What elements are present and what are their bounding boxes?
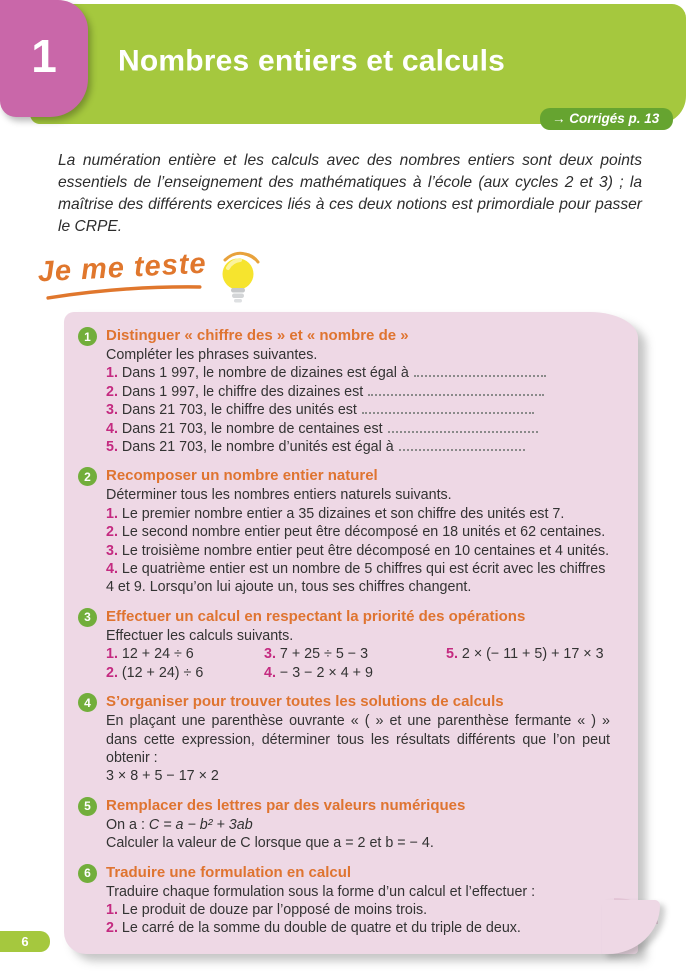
answer-blank <box>388 420 538 433</box>
item-text: Dans 1 997, le nombre de dizaines est égal à <box>121 365 409 382</box>
exercise-item <box>106 364 610 382</box>
exercise-title: Remplacer des lettres par des valeurs numériques <box>106 796 466 814</box>
page-curl <box>602 900 660 954</box>
item-number: 4. <box>106 420 118 437</box>
formula: C = a − b² + 3ab <box>148 816 253 833</box>
item-text: Dans 21 703, le nombre d’unités est égal à <box>121 439 394 456</box>
exercise-item <box>106 901 610 919</box>
exercise-item <box>106 919 610 937</box>
exercise-item <box>106 438 610 456</box>
item-number: 3. <box>106 542 118 559</box>
exercise-number-badge: 5 <box>78 797 97 816</box>
item-number: 3. <box>106 402 118 419</box>
item-number: 4. <box>264 664 276 681</box>
corriges-link[interactable]: → Corrigés p. 13 <box>540 108 673 130</box>
item-number: 2. <box>106 664 118 681</box>
item-number: 2. <box>106 383 118 400</box>
item-number: 2. <box>106 524 118 541</box>
expression: 3 × 8 + 5 − 17 × 2 <box>106 768 219 785</box>
section-heading-text: Je me teste <box>36 247 208 289</box>
item-text: Le second nombre entier peut être décomposé en 18 unités et 62 centaines. <box>121 524 606 541</box>
item-text: 2 × (− 11 + 5) + 17 × 3 <box>461 646 604 663</box>
formula-line <box>106 816 610 834</box>
exercise-1 <box>78 326 610 456</box>
calc-grid <box>106 645 610 682</box>
exercise-title: Distinguer « chiffre des » et « nombre de » <box>106 327 409 344</box>
exercise-item <box>264 645 446 663</box>
formula-prefix: On a : <box>106 816 149 833</box>
item-text: Dans 21 703, le chiffre des unités est <box>121 402 357 419</box>
exercise-title: S’organiser pour trouver toutes les solutions de calculs <box>106 693 504 711</box>
exercise-item <box>106 542 610 560</box>
intro-paragraph: La numération entière et les calculs avec des nombres entiers sont deux points essentiels de l’enseignement des mathématiques à l’école (aux cycles 2 et 3) ; la maîtrise des différents exercices liés à ces deux notions est primordiale pour passer le CRPE. <box>58 152 642 236</box>
chapter-header <box>30 4 686 124</box>
item-number: 5. <box>446 646 458 663</box>
exercise-body: En plaçant une parenthèse ouvrante « ( » et une parenthèse fermante « ) » dans cette expression, déterminer tous les résultats différents que l’on peut obtenir : <box>106 713 610 766</box>
exercise-title: Effectuer un calcul en respectant la priorité des opérations <box>106 607 526 625</box>
item-text: Dans 21 703, le nombre de centaines est <box>121 420 383 437</box>
exercise-number-badge: 6 <box>78 864 97 883</box>
exercise-number-badge: 4 <box>78 693 97 712</box>
item-number: 1. <box>106 505 118 522</box>
item-text: Dans 1 997, le chiffre des dizaines est <box>121 383 364 400</box>
exercise-number-badge: 2 <box>78 467 97 486</box>
exercise-item <box>106 401 610 419</box>
exercise-item <box>106 523 610 541</box>
exercise-item <box>106 505 610 523</box>
je-me-teste-panel <box>64 312 638 954</box>
exercise-intro: Effectuer les calculs suivants. <box>106 627 294 644</box>
exercise-item <box>264 664 446 682</box>
answer-blank <box>368 383 544 396</box>
exercise-6 <box>78 863 610 938</box>
item-text: (12 + 24) ÷ 6 <box>121 664 204 681</box>
exercise-item <box>106 645 264 663</box>
item-number: 4. <box>106 561 118 578</box>
exercise-number-badge: 1 <box>78 327 97 346</box>
page-number-tab <box>0 931 50 952</box>
answer-blank <box>362 401 534 414</box>
exercise-3 <box>78 607 610 682</box>
lightbulb-icon <box>215 248 263 306</box>
answer-blank <box>414 364 546 377</box>
chapter-title: Nombres entiers et calculs <box>118 44 506 78</box>
exercise-title: Recomposer un nombre entier naturel <box>106 467 378 485</box>
item-number: 3. <box>264 646 276 663</box>
chapter-number: 1 <box>31 29 57 82</box>
exercise-4 <box>78 692 610 786</box>
exercise-intro: Traduire chaque formulation sous la forme d’un calcul et l’effectuer : <box>106 883 536 900</box>
item-number: 5. <box>106 439 118 456</box>
item-text: Le quatrième entier est un nombre de 5 chiffres qui est écrit avec les chiffres 4 et 9. Lorsqu’on lui ajoute un, tous ses chiffres changent. <box>106 561 606 596</box>
exercise-intro: Compléter les phrases suivantes. <box>106 347 318 363</box>
item-text: Le produit de douze par l’opposé de moins trois. <box>121 901 428 918</box>
item-text: 7 + 25 ÷ 5 − 3 <box>279 646 369 663</box>
item-number: 1. <box>106 365 118 382</box>
chapter-number-badge <box>0 0 88 117</box>
item-text: Le premier nombre entier a 35 dizaines et son chiffre des unités est 7. <box>121 505 565 522</box>
exercise-item <box>106 664 264 682</box>
exercise-item <box>446 645 610 663</box>
item-number: 2. <box>106 920 118 937</box>
exercise-intro: Déterminer tous les nombres entiers naturels suivants. <box>106 487 452 504</box>
page-number: 6 <box>21 934 29 949</box>
exercise-number-badge: 3 <box>78 608 97 627</box>
exercise-body: Calculer la valeur de C lorsque que a = 2 et b = − 4. <box>106 835 434 852</box>
exercise-2 <box>78 466 610 596</box>
section-heading <box>36 247 263 306</box>
item-text: 12 + 24 ÷ 6 <box>121 646 194 663</box>
answer-blank <box>399 438 525 451</box>
item-text: − 3 − 2 × 4 + 9 <box>279 664 373 681</box>
exercise-5 <box>78 796 610 853</box>
item-number: 1. <box>106 901 118 918</box>
exercise-item <box>106 383 610 401</box>
item-number: 1. <box>106 646 118 663</box>
exercise-item <box>106 560 610 597</box>
item-text: Le troisième nombre entier peut être décomposé en 10 centaines et 4 unités. <box>121 542 610 559</box>
exercise-title: Traduire une formulation en calcul <box>106 863 352 881</box>
exercise-item <box>106 420 610 438</box>
item-text: Le carré de la somme du double de quatre et du triple de deux. <box>121 920 521 937</box>
